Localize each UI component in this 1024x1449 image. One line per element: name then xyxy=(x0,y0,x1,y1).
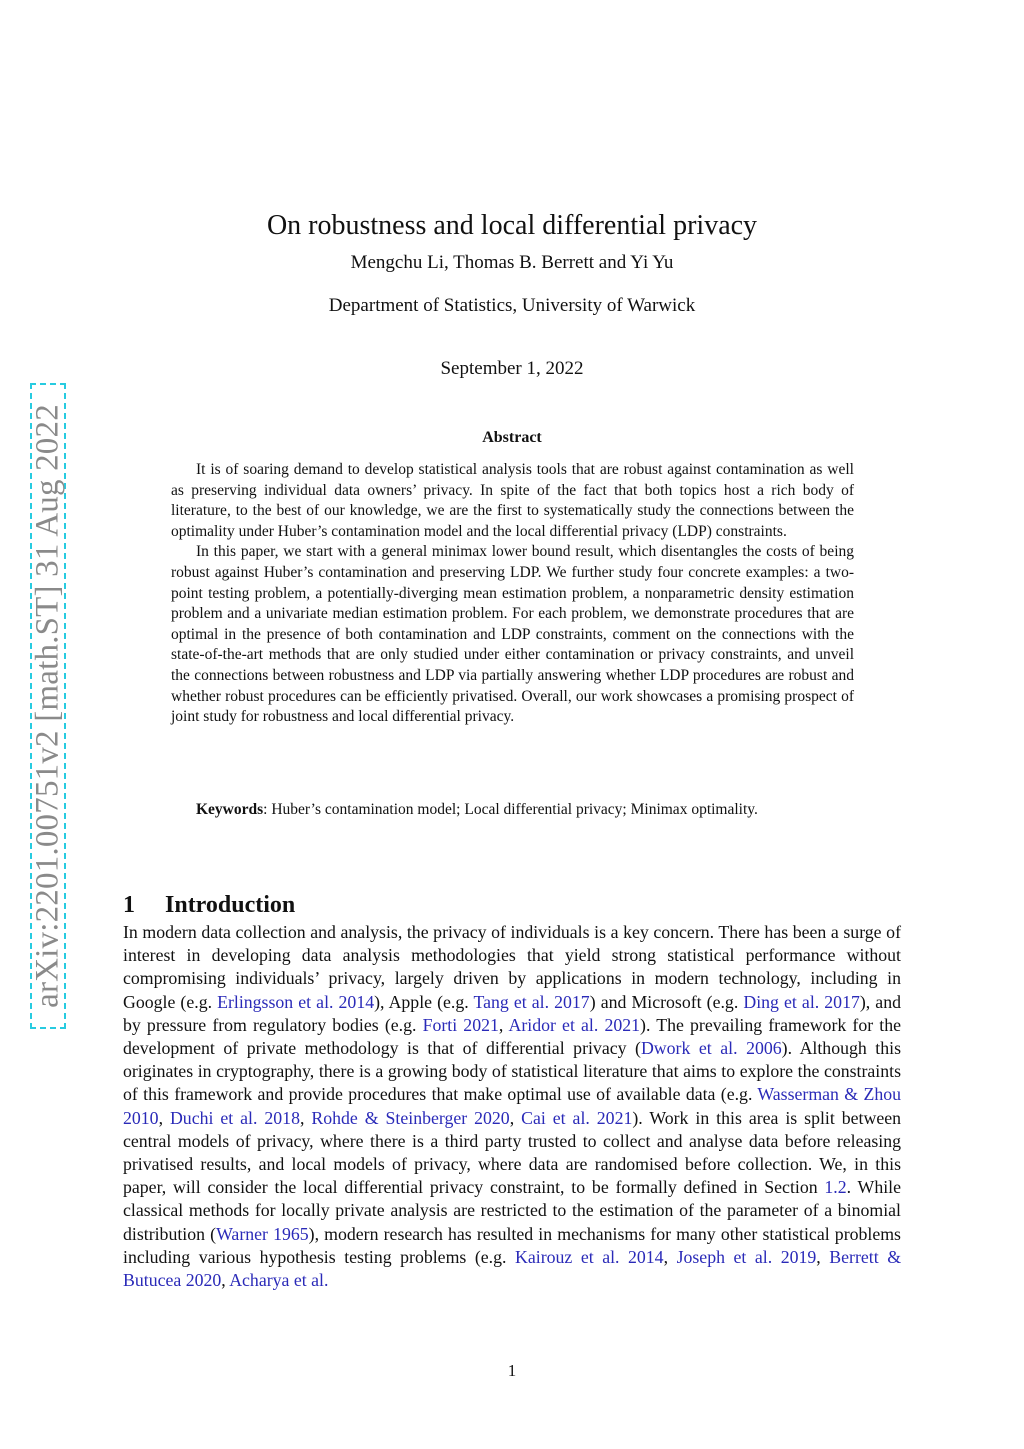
citation-link[interactable]: Rohde & Steinberger 2020 xyxy=(311,1107,510,1128)
citation-link[interactable]: Acharya et al. xyxy=(229,1270,329,1291)
abstract-paragraph: In this paper, we start with a general minimax lower bound result, which disentangles the costs of being robust against Huber’s contamination and preserving LDP. We further study four concrete examples: a two-point testing problem, a potentially-diverging mean estimation problem, a nonparametric density estimation problem and a univariate median estimation problem. For each problem, we demonstrate procedures that are optimal in the presence of both contamination and LDP constraints, comment on the connections with the state-of-the-art methods that are only studied under either contamination or privacy constraints, and unveil the connections between robustness and LDP via partially answering whether LDP procedures are robust and whether robust procedures can be efficiently privatised. Overall, our work showcases a promising prospect of joint study for robustness and local differential privacy. xyxy=(171,543,854,726)
intro-text: , xyxy=(158,1107,170,1128)
arxiv-stamp xyxy=(30,383,66,1029)
abstract-paragraph: It is of soaring demand to develop statistical analysis tools that are robust against contamination as well as preserving individual data owners’ privacy. In spite of the fact that both topics host a rich body of literature, to the best of our knowledge, we are the first to systematically study the connections between the optimality under Huber’s contamination model and the local differential privacy (LDP) constraints. xyxy=(171,461,854,540)
citation-link[interactable]: Warner 1965 xyxy=(216,1223,309,1244)
intro-text: ), and by pressure from regulatory bodies (e.g. xyxy=(123,991,901,1035)
section-heading xyxy=(123,892,295,919)
section-reference-link[interactable]: 1.2 xyxy=(824,1177,847,1198)
intro-text: ). Although this originates in cryptography, there is a growing body of statistical literature that aims to explore the constraints of this framework and provide procedures that make optimal use of available data (e.g. xyxy=(123,1038,901,1105)
citation-link[interactable]: Dwork et al. 2006 xyxy=(640,1038,782,1059)
citation-link[interactable]: Forti 2021 xyxy=(422,1014,499,1035)
publication-date: September 1, 2022 xyxy=(440,358,584,379)
citation-link[interactable]: Wasserman & Zhou 2010 xyxy=(123,1084,901,1128)
keywords xyxy=(171,800,854,821)
intro-text: , xyxy=(299,1107,312,1128)
citation-link[interactable]: Erlingsson et al. 2014 xyxy=(217,991,375,1012)
citation-link[interactable]: Ding et al. 2017 xyxy=(743,991,860,1012)
section-number: 1 xyxy=(123,891,135,918)
citation-link[interactable]: Berrett & Butucea 2020 xyxy=(123,1246,902,1291)
page-number: 1 xyxy=(507,1361,517,1380)
intro-text: , xyxy=(221,1270,230,1291)
intro-text: ). The prevailing framework for the development of private methodology is that of differential privacy ( xyxy=(123,1014,902,1059)
intro-text: , xyxy=(816,1246,830,1267)
intro-text: In modern data collection and analysis, the privacy of individuals is a key concern. There has been a surge of interest in developing data analysis methodologies that yield strong statistical performance without compromising individuals’ privacy, largely driven by applications in modern technology, including in Google (e.g. xyxy=(123,922,901,1012)
introduction-paragraph xyxy=(123,921,901,1292)
intro-text: ), Apple (e.g. xyxy=(374,991,474,1012)
abstract-body xyxy=(171,460,854,728)
arxiv-identifier: arXiv:2201.00751v2 [math.ST] 31 Aug 2022 xyxy=(29,404,66,1008)
section-title: Introduction xyxy=(165,891,296,918)
intro-text: ). Work in this area is split between central models of privacy, where there is a third party trusted to collect and analyse data before releasing privatised results, and local models of privacy, where data are randomised before collection. We, in this paper, will consider the local differential privacy constraint, to be formally defined in Section xyxy=(123,1107,902,1198)
intro-text: ), modern research has resulted in mechanisms for many other statistical problems including various hypothesis testing problems (e.g. xyxy=(123,1223,901,1267)
keywords-text: : Huber’s contamination model; Local differential privacy; Minimax optimality. xyxy=(263,801,758,818)
abstract-heading: Abstract xyxy=(482,429,542,446)
citation-link[interactable]: Kairouz et al. 2014 xyxy=(515,1246,664,1267)
intro-text: , xyxy=(663,1246,677,1267)
intro-text: ) and Microsoft (e.g. xyxy=(589,991,744,1012)
author-list: Mengchu Li, Thomas B. Berrett and Yi Yu xyxy=(350,252,674,273)
citation-link[interactable]: Cai et al. 2021 xyxy=(521,1107,633,1128)
intro-text: , xyxy=(498,1014,509,1035)
citation-link[interactable]: Aridor et al. 2021 xyxy=(508,1014,641,1035)
citation-link[interactable]: Joseph et al. 2019 xyxy=(676,1246,817,1267)
affiliation: Department of Statistics, University of Warwick xyxy=(328,295,696,316)
citation-link[interactable]: Duchi et al. 2018 xyxy=(169,1107,300,1128)
paper-title: On robustness and local differential privacy xyxy=(266,209,758,241)
intro-text: . While classical methods for locally private analysis are restricted to the estimation of the parameter of a binomial distribution ( xyxy=(123,1177,902,1244)
keywords-label: Keywords xyxy=(196,801,264,818)
citation-link[interactable]: Tang et al. 2017 xyxy=(473,991,590,1012)
intro-text: , xyxy=(509,1107,522,1128)
